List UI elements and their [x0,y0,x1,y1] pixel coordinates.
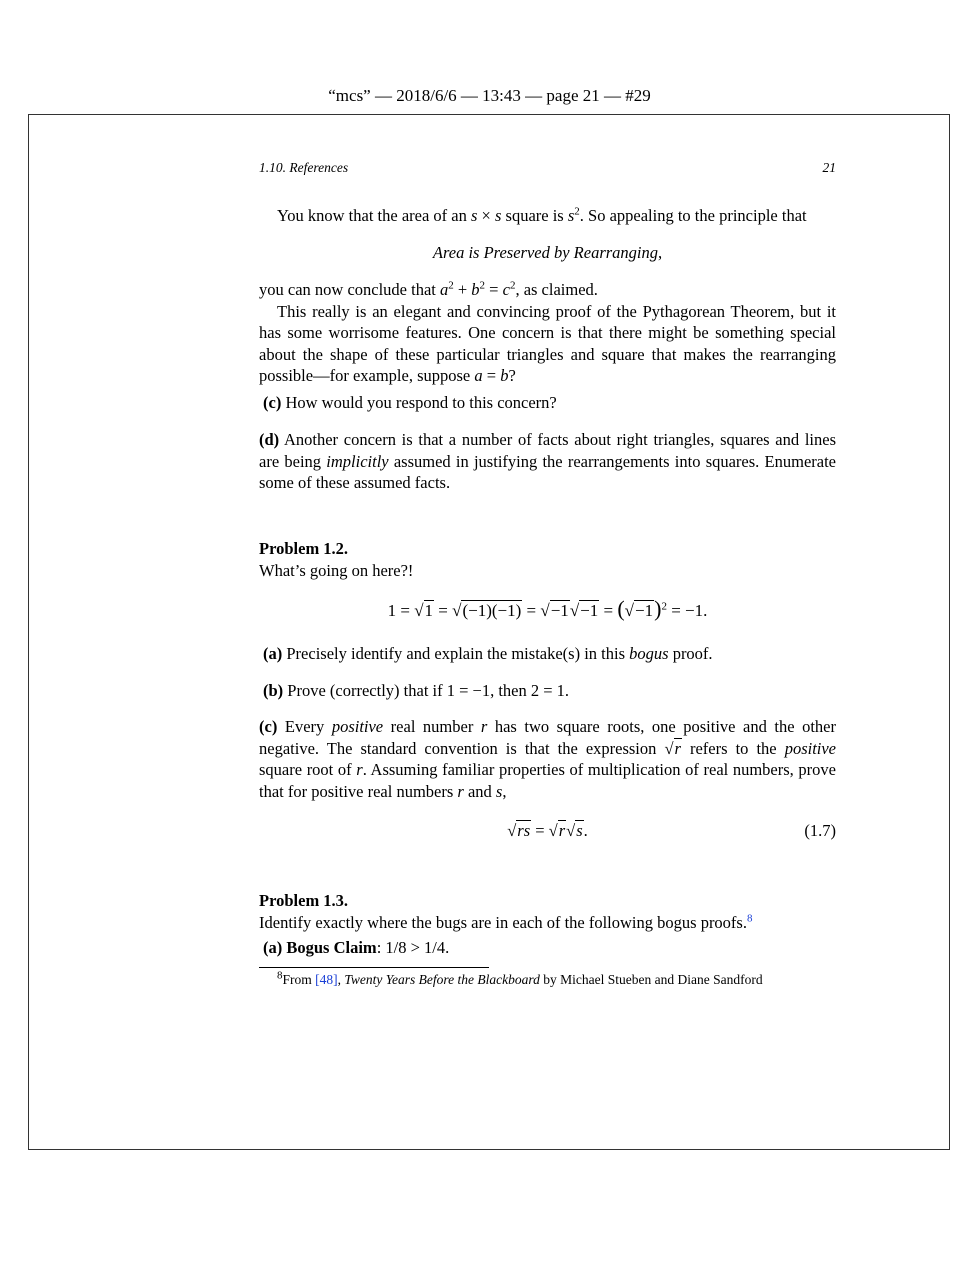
bogus-claim-label: Bogus Claim [286,938,377,957]
part-text: How would you respond to this concern? [285,393,557,412]
part-text: has two square roots, one positive and the other negative. The standard convention is that the expression [259,717,836,758]
part-text: Precisely identify and explain the mistake(s) in this [286,644,630,663]
footnote-text: by Michael Stueben and Diane Sandford [539,972,763,987]
footnote-text: From [282,972,316,987]
intro-text: ? [508,366,516,385]
principle-text: Area is Preserved by Rearranging [432,243,659,262]
footnote [259,971,854,989]
page-frame [28,114,950,1150]
principle-tail: , [658,243,663,262]
part-label: (a) [263,938,283,957]
equation-body: √rs = √r√s. [507,821,588,840]
problem-1-2-part-c: (c) Every positive real number r has two square roots, one positive and the other negative. The standard convention is that the expression √r refers to the positive square root of r. Assuming familiar properties of multiplication of real numbers, prove that for positive real numbers r and s, [259,717,837,801]
problem-1-2-part-a [259,643,836,665]
part-text: Prove (correctly) that if 1 = −1, then 2 = 1. [287,681,570,700]
problem-1-2 [259,538,836,581]
problem-lead [259,912,836,934]
running-head [259,160,836,176]
part-text: Every [284,717,332,736]
problem-1-3-part-a [259,937,836,959]
part-label: (c) [263,393,282,412]
equation-1-7 [259,820,836,842]
footnote-mark: 8 [277,969,283,982]
intro-paragraph-2: you can now conclude that $a^2 + b^2 = c^2$, as claimed. This really is an elegant and convincing proof of the Pythagorean Theorem, but it has some worrisome features. One concern is that there might be something special about the shape of these particular triangles and square that makes the rearranging possible—for example, suppose a = b? [259,279,836,385]
part-emphasis: positive [784,738,837,758]
intro-text: This really is an elegant and convincing proof of the Pythagorean Theorem, but it has some worrisome features. One concern is that there might be something special about the shape of these particular triangles and square that makes the rearranging possible—for example, suppose [259,301,836,385]
part-text: Another concern is that a number of facts about right triangles, squares and lines are being [259,430,836,471]
part-c-concern [259,392,836,414]
page-banner: “mcs” — 2018/6/6 — 13:43 — page 21 — #29 [328,86,651,105]
intro-text: . So appealing to the principle that [579,206,807,225]
equation-number: (1.7) [804,821,836,840]
running-head-section: 1.10. References [259,160,349,175]
part-text: real number [383,717,481,736]
part-text: . Assuming familiar properties of multiplication of real numbers, prove that for positive real numbers [259,760,836,801]
intro-text: You know that the area of an [277,206,471,225]
footnote-text: , [337,972,345,987]
problem-title: Problem 1.3. [259,891,349,910]
part-text: refers to the [681,738,785,758]
principle-statement [259,242,836,264]
equation-bogus-proof: $1 = √1 = √(-1)(-1) = √-1√-1 = (√-1)^2 = -1$. [387,596,708,621]
running-head-page-number: 21 [822,160,836,175]
part-label: (d) [259,430,280,449]
part-label: (b) [263,681,284,700]
part-d-concern [259,429,836,494]
part-emphasis: positive [331,717,384,736]
part-text: and [463,781,496,801]
part-label: (a) [263,644,283,663]
part-text: , [502,781,507,801]
citation-link[interactable]: [48] [315,972,338,987]
problem-lead-text: Identify exactly where the bugs are in each of the following bogus proofs. [259,912,747,932]
intro-text: square is [501,206,568,225]
footnote-reference[interactable]: 8 [746,912,753,924]
problem-1-2-part-b [259,680,836,702]
footnote-rule [259,967,489,968]
part-emphasis: bogus [629,644,669,663]
intro-paragraph-3: This really is an elegant and convincing proof of the Pythagorean Theorem, but it has some worrisome features. One concern is that there might be something special about the shape of these particular triangles and square that makes the rearranging possible—for example, suppose a = b? [259,301,836,385]
problem-1-3 [259,890,836,959]
intro-text: , as claimed. [515,280,598,299]
problem-title: Problem 1.2. [259,539,349,558]
part-label: (c) [259,717,278,736]
part-text: : 1/8 > 1/4. [376,938,450,957]
problem-lead: What’s going on here?! [259,560,414,580]
part-text: assumed in justifying the rearrangements into squares. Enumerate some of these assumed facts. [259,451,836,492]
part-text: proof. [668,644,713,663]
footnote-book-title: Twenty Years Before the Blackboard [344,972,540,987]
part-text: square root of [259,760,357,779]
intro-paragraph-1: You know that the area of an s × s square is $s^2$. So appealing to the principle that [277,205,807,225]
part-emphasis: implicitly [326,451,389,471]
intro-text: you can now conclude that [259,280,440,299]
